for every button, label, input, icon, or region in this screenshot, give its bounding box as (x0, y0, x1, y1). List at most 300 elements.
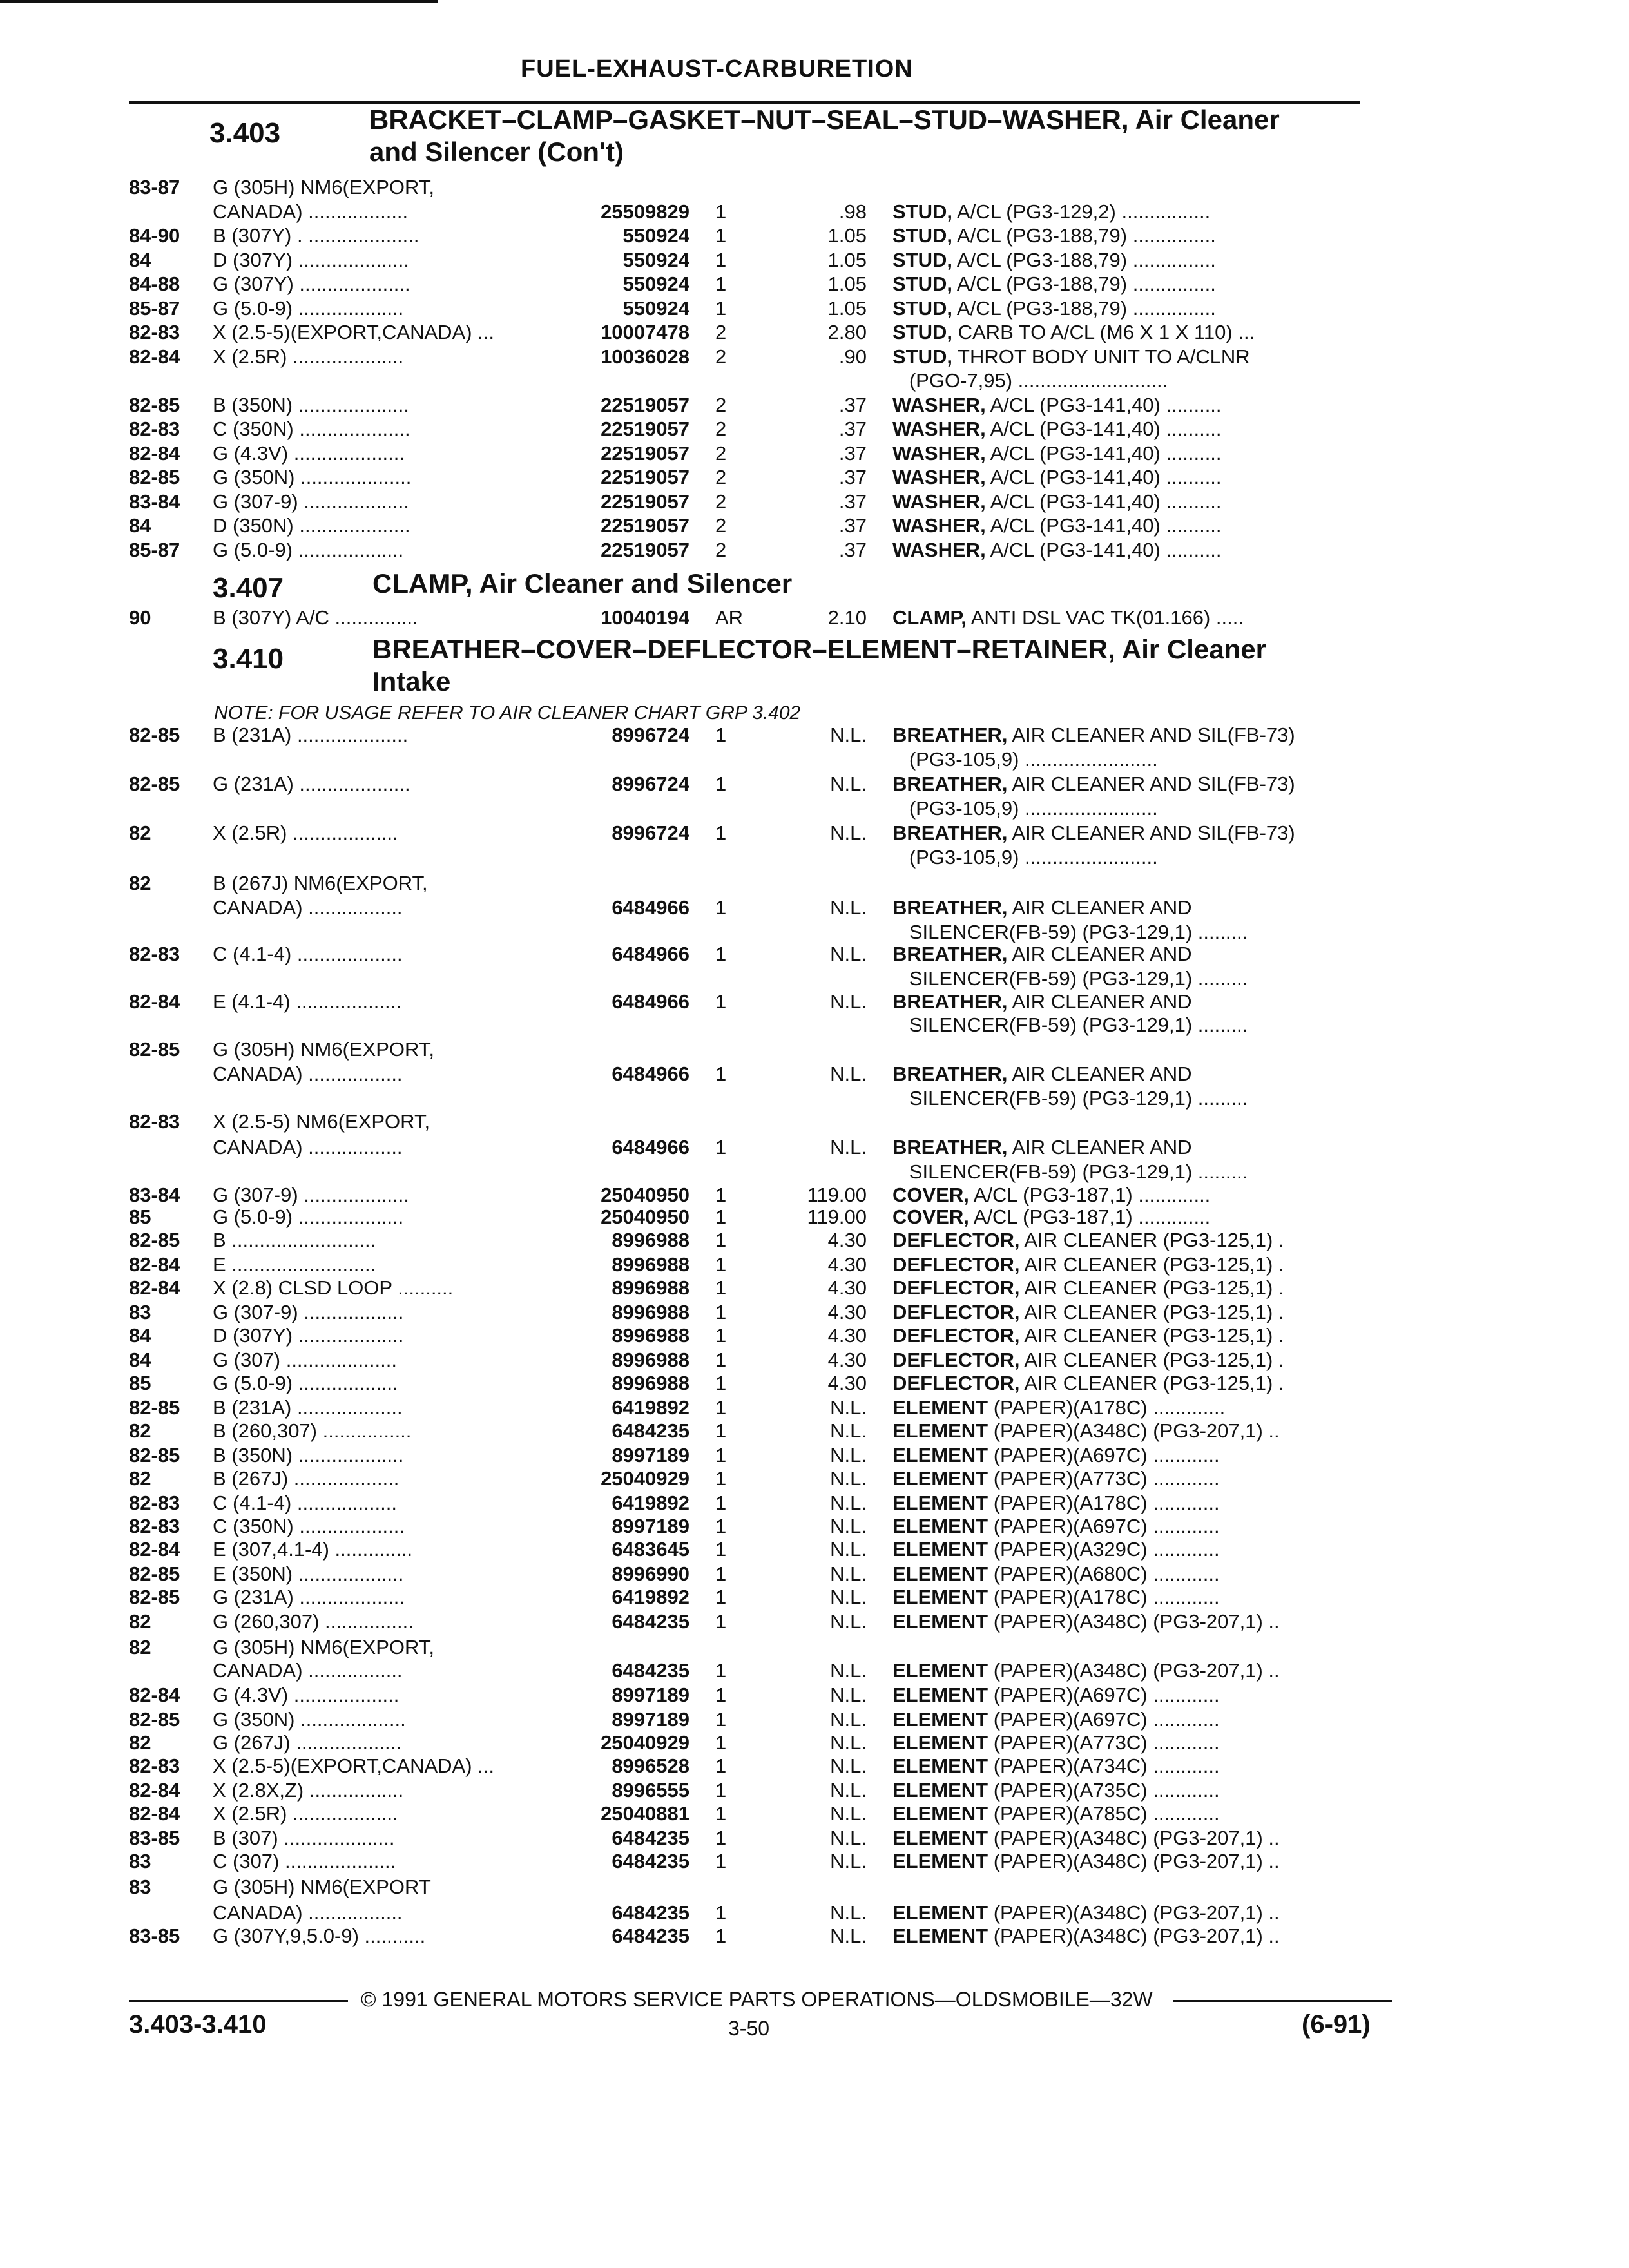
part-detail: (PAPER)(A348C) (PG3-207,1) .. (988, 1925, 1280, 1947)
quantity: 1 (715, 1396, 727, 1419)
application: G (307-9) ................... (213, 1184, 409, 1206)
table-row (0, 490, 1629, 514)
quantity: 1 (715, 1467, 727, 1490)
price: N.L. (830, 1659, 867, 1682)
part-number: 6484966 (612, 896, 689, 919)
description (892, 1754, 1220, 1778)
table-row (0, 1013, 1629, 1037)
application: G (4.3V) ................... (213, 1684, 400, 1706)
part-number: 6484235 (612, 1610, 689, 1633)
part-number: 25040929 (601, 1467, 689, 1490)
part-detail: (PAPER)(A697C) ............ (988, 1708, 1220, 1731)
description (892, 747, 1158, 772)
quantity: 1 (715, 1515, 727, 1537)
quantity: 1 (715, 1324, 727, 1347)
application: E (350N) ................... (213, 1562, 404, 1585)
part-detail: (PAPER)(A178C) ............ (988, 1586, 1220, 1608)
model-years: 82-85 (129, 1229, 180, 1251)
part-detail: (PAPER)(A697C) ............ (988, 1515, 1220, 1537)
part-detail: CARB TO A/CL (M6 X 1 X 110) ... (952, 321, 1255, 343)
part-name: WASHER, (892, 490, 986, 513)
quantity: 1 (715, 1538, 727, 1561)
table-row (0, 1924, 1629, 1948)
table-row (0, 1562, 1629, 1586)
description (892, 896, 1192, 920)
part-detail: AIR CLEANER AND (1007, 943, 1192, 965)
part-name: WASHER, (892, 441, 986, 465)
description (892, 1253, 1284, 1277)
price: .37 (838, 466, 867, 488)
section-title-cont: Intake (372, 666, 451, 697)
price: N.L. (830, 1850, 867, 1872)
quantity: 1 (715, 1419, 727, 1442)
part-detail: A/CL (PG3-129,2) ................ (952, 200, 1211, 223)
application: E (4.1-4) ................... (213, 990, 401, 1013)
part-detail: SILENCER(FB-59) (PG3-129,1) ......... (892, 1160, 1248, 1183)
part-name: ELEMENT (892, 1754, 988, 1777)
table-row (0, 845, 1629, 870)
model-years: 82-83 (129, 943, 180, 965)
part-number: 6484966 (612, 990, 689, 1013)
part-detail: (PAPER)(A773C) ............ (988, 1467, 1220, 1490)
application: C (307) .................... (213, 1850, 396, 1872)
application: X (2.8) CLSD LOOP .......... (213, 1276, 454, 1299)
price: N.L. (830, 724, 867, 746)
description (892, 1514, 1220, 1539)
part-detail: (PAPER)(A773C) ............ (988, 1731, 1220, 1754)
description (892, 1419, 1280, 1443)
table-row (0, 514, 1629, 538)
description (892, 490, 1222, 514)
quantity: 1 (715, 1444, 727, 1466)
quantity: 1 (715, 1301, 727, 1323)
quantity: 1 (715, 1731, 727, 1754)
price: N.L. (830, 1562, 867, 1585)
model-years: 82-84 (129, 441, 180, 465)
part-name: WASHER, (892, 393, 986, 416)
part-detail: (PG3-105,9) ........................ (892, 846, 1158, 869)
price: .37 (838, 393, 867, 416)
part-detail: SILENCER(FB-59) (PG3-129,1) ......... (892, 1014, 1248, 1036)
part-detail: (PGO-7,95) ........................... (892, 369, 1168, 392)
model-years: 82 (129, 1419, 151, 1442)
model-years: 82-84 (129, 345, 180, 368)
part-detail: A/CL (PG3-187,1) ............. (969, 1206, 1211, 1228)
part-name: ELEMENT (892, 1850, 988, 1872)
description (892, 1466, 1220, 1491)
table-row (0, 393, 1629, 418)
page-number: 3-50 (728, 2017, 770, 2040)
part-number: 10040194 (601, 606, 689, 629)
model-years: 82-83 (129, 321, 180, 343)
part-name: ELEMENT (892, 1586, 988, 1608)
part-name: ELEMENT (892, 1708, 988, 1731)
table-row (0, 1754, 1629, 1778)
part-detail: SILENCER(FB-59) (PG3-129,1) ......... (892, 921, 1248, 943)
table-row (0, 248, 1629, 273)
part-name: ELEMENT (892, 1515, 988, 1537)
part-number: 550924 (622, 224, 689, 247)
table-row (0, 1731, 1629, 1755)
price: 119.00 (807, 1206, 867, 1228)
table-row (0, 345, 1629, 369)
price: 4.30 (827, 1324, 867, 1347)
footer-rule-left (129, 2000, 348, 2002)
description (892, 845, 1158, 870)
table-row (0, 320, 1629, 345)
description (892, 1205, 1210, 1229)
table-row (0, 224, 1629, 248)
description (892, 1443, 1220, 1468)
part-detail: A/CL (PG3-188,79) ............... (952, 248, 1216, 271)
price: N.L. (830, 1925, 867, 1947)
part-number: 25040929 (601, 1731, 689, 1754)
quantity: 1 (715, 224, 727, 247)
part-detail: (PAPER)(A348C) (PG3-207,1) .. (988, 1610, 1280, 1633)
application: B .......................... (213, 1229, 376, 1251)
price: N.L. (830, 822, 867, 844)
quantity: 1 (715, 1562, 727, 1585)
price: 4.30 (827, 1253, 867, 1276)
table-row (0, 1323, 1629, 1348)
model-years: 83-84 (129, 1184, 180, 1206)
quantity: 1 (715, 773, 727, 795)
description (892, 1802, 1220, 1826)
part-name: ELEMENT (892, 1492, 988, 1514)
table-row (0, 821, 1629, 845)
part-name: BREATHER, (892, 943, 1008, 965)
table-row (0, 1514, 1629, 1539)
section-title: CLAMP, Air Cleaner and Silencer (372, 568, 793, 599)
part-number: 22519057 (601, 466, 689, 488)
table-row (0, 417, 1629, 441)
part-name: BREATHER, (892, 1062, 1008, 1085)
part-detail: (PAPER)(A348C) (PG3-207,1) .. (988, 1419, 1280, 1442)
part-name: WASHER, (892, 514, 986, 537)
part-detail: (PAPER)(A329C) ............ (988, 1538, 1220, 1561)
description (892, 1323, 1284, 1348)
part-detail: A/CL (PG3-188,79) ............... (952, 273, 1216, 295)
application: G (305H) NM6(EXPORT, (213, 1038, 434, 1061)
part-number: 25040950 (601, 1206, 689, 1228)
description (892, 465, 1222, 490)
part-detail: AIR CLEANER (PG3-125,1) . (1019, 1276, 1284, 1299)
price: N.L. (830, 1444, 867, 1466)
price: 1.05 (827, 248, 867, 271)
table-row (0, 1491, 1629, 1515)
application: B (350N) .................... (213, 393, 409, 416)
table-row (0, 1183, 1629, 1207)
description (892, 796, 1158, 821)
part-name: ELEMENT (892, 1610, 988, 1633)
description (892, 1396, 1225, 1420)
part-number: 6484235 (612, 1850, 689, 1872)
application: B (267J) NM6(EXPORT, (213, 872, 428, 894)
description (892, 538, 1222, 562)
part-number: 8996988 (612, 1276, 689, 1299)
model-years: 82-84 (129, 1253, 180, 1276)
quantity: 1 (715, 990, 727, 1013)
quantity: 1 (715, 1349, 727, 1371)
part-detail: AIR CLEANER (PG3-125,1) . (1019, 1349, 1284, 1371)
part-detail: (PAPER)(A697C) ............ (988, 1684, 1220, 1706)
part-number: 6483645 (612, 1538, 689, 1561)
table-row (0, 1135, 1629, 1160)
price: N.L. (830, 773, 867, 795)
table-row (0, 1396, 1629, 1420)
application: X (2.5R) ................... (213, 1802, 398, 1825)
part-number: 8996988 (612, 1301, 689, 1323)
description (892, 1562, 1220, 1586)
table-row (0, 200, 1629, 224)
part-number: 8996988 (612, 1349, 689, 1371)
description (892, 1135, 1192, 1160)
part-name: DEFLECTOR, (892, 1301, 1020, 1323)
part-name: ELEMENT (892, 1684, 988, 1706)
description (892, 1013, 1248, 1037)
quantity: 1 (715, 273, 727, 295)
price: 4.30 (827, 1276, 867, 1299)
description (892, 772, 1295, 796)
table-row (0, 1348, 1629, 1372)
part-number: 8997189 (612, 1708, 689, 1731)
price: 4.30 (827, 1301, 867, 1323)
description (892, 1901, 1280, 1925)
part-detail: A/CL (PG3-141,40) .......... (985, 514, 1222, 537)
part-name: ELEMENT (892, 1925, 988, 1947)
model-years: 84 (129, 1349, 151, 1371)
table-row (0, 1300, 1629, 1325)
part-name: BREATHER, (892, 896, 1008, 919)
model-years: 83-85 (129, 1827, 180, 1849)
application: X (2.5R) .................... (213, 345, 404, 368)
model-years: 90 (129, 606, 151, 629)
model-years: 82-85 (129, 1562, 180, 1585)
table-row (0, 942, 1629, 966)
description (892, 1348, 1284, 1372)
price: N.L. (830, 1731, 867, 1754)
description (892, 224, 1216, 248)
price: N.L. (830, 1827, 867, 1849)
part-name: WASHER, (892, 538, 986, 561)
part-number: 8997189 (612, 1444, 689, 1466)
part-name: STUD, (892, 200, 952, 223)
part-detail: A/CL (PG3-188,79) ............... (952, 224, 1216, 247)
application: B (260,307) ................ (213, 1419, 412, 1442)
table-row (0, 272, 1629, 296)
application: G (307-9) ................... (213, 490, 409, 513)
part-detail: (PAPER)(A735C) ............ (988, 1779, 1220, 1802)
header-rule (129, 101, 1360, 104)
quantity: 1 (715, 896, 727, 919)
model-years: 82-85 (129, 1586, 180, 1608)
price: 2.10 (827, 606, 867, 629)
part-name: ELEMENT (892, 1562, 988, 1585)
price: N.L. (830, 1515, 867, 1537)
quantity: 1 (715, 1206, 727, 1228)
quantity: 1 (715, 1253, 727, 1276)
price: .37 (838, 514, 867, 537)
price: N.L. (830, 1538, 867, 1561)
description (892, 393, 1222, 418)
description (892, 821, 1295, 845)
price: .37 (838, 538, 867, 561)
model-years: 82-84 (129, 990, 180, 1013)
part-number: 8996724 (612, 724, 689, 746)
part-number: 550924 (622, 296, 689, 320)
model-years: 82-83 (129, 1492, 180, 1514)
part-detail: (PAPER)(A348C) (PG3-207,1) .. (988, 1901, 1280, 1924)
price: .90 (838, 345, 867, 368)
part-detail: AIR CLEANER AND (1007, 990, 1192, 1013)
part-number: 25040881 (601, 1802, 689, 1825)
part-number: 8997189 (612, 1684, 689, 1706)
part-number: 8996990 (612, 1562, 689, 1585)
part-detail: THROT BODY UNIT TO A/CLNR (952, 345, 1250, 368)
table-row (0, 1253, 1629, 1277)
description (892, 1683, 1220, 1707)
model-years: 82-85 (129, 1038, 180, 1061)
model-years: 82-83 (129, 1754, 180, 1777)
quantity: 2 (715, 490, 727, 513)
part-name: ELEMENT (892, 1779, 988, 1802)
model-years: 82-84 (129, 1684, 180, 1706)
part-number: 6484235 (612, 1659, 689, 1682)
part-name: CLAMP, (892, 606, 967, 629)
table-row (0, 1443, 1629, 1468)
model-years: 82-84 (129, 1779, 180, 1802)
part-detail: (PAPER)(A680C) ............ (988, 1562, 1220, 1585)
part-detail: (PAPER)(A178C) ............ (988, 1492, 1220, 1514)
part-detail: AIR CLEANER AND SIL(FB-73) (1007, 822, 1295, 844)
part-detail: AIR CLEANER (PG3-125,1) . (1019, 1229, 1284, 1251)
model-years: 83-87 (129, 176, 180, 198)
application: B (350N) ................... (213, 1444, 404, 1466)
section-number: 3.407 (213, 572, 284, 604)
table-row (0, 1826, 1629, 1850)
price: 1.05 (827, 273, 867, 295)
part-name: STUD, (892, 296, 952, 320)
table-row (0, 175, 1629, 200)
application: B (307Y) A/C ............... (213, 606, 418, 629)
application: G (267J) ................... (213, 1731, 401, 1754)
price: .37 (838, 418, 867, 440)
description (892, 1849, 1280, 1874)
part-detail: A/CL (PG3-141,40) .......... (985, 490, 1222, 513)
part-name: DEFLECTOR, (892, 1349, 1020, 1371)
model-years: 83-84 (129, 490, 180, 513)
model-years: 84 (129, 514, 151, 537)
model-years: 83 (129, 1850, 151, 1872)
description (892, 966, 1248, 991)
price: 119.00 (807, 1184, 867, 1206)
price: N.L. (830, 1754, 867, 1777)
application: G (350N) .................... (213, 466, 412, 488)
application: G (5.0-9) ................... (213, 538, 404, 561)
part-detail: A/CL (PG3-141,40) .......... (985, 466, 1222, 488)
table-row (0, 1371, 1629, 1396)
part-name: BREATHER, (892, 822, 1008, 844)
description (892, 990, 1192, 1014)
description (892, 200, 1210, 224)
application: CANADA) ................. (213, 1136, 403, 1158)
application: G (305H) NM6(EXPORT, (213, 176, 434, 198)
application: D (307Y) ................... (213, 1324, 404, 1347)
quantity: AR (715, 606, 744, 629)
quantity: 1 (715, 1276, 727, 1299)
part-detail: (PAPER)(A348C) (PG3-207,1) .. (988, 1827, 1280, 1849)
application: B (231A) .................... (213, 724, 409, 746)
application: E (307,4.1-4) .............. (213, 1538, 413, 1561)
application: B (307Y) . .................... (213, 224, 419, 247)
model-years: 82-85 (129, 724, 180, 746)
model-years: 82-84 (129, 1538, 180, 1561)
price: 4.30 (827, 1372, 867, 1394)
description (892, 345, 1250, 369)
quantity: 1 (715, 943, 727, 965)
table-row (0, 1228, 1629, 1253)
model-years: 84-90 (129, 224, 180, 247)
description (892, 1537, 1220, 1562)
quantity: 2 (715, 321, 727, 343)
table-row (0, 1537, 1629, 1562)
quantity: 1 (715, 1754, 727, 1777)
table-row (0, 796, 1629, 821)
part-number: 6419892 (612, 1396, 689, 1419)
section-number: 3.403 (209, 117, 281, 149)
application: CANADA) ................. (213, 1062, 403, 1085)
description (892, 1160, 1248, 1184)
price: N.L. (830, 1136, 867, 1158)
price: N.L. (830, 1062, 867, 1085)
model-years: 82-85 (129, 466, 180, 488)
part-detail: AIR CLEANER AND (1007, 1136, 1192, 1158)
price: N.L. (830, 1779, 867, 1802)
part-detail: AIR CLEANER (PG3-125,1) . (1019, 1301, 1284, 1323)
part-name: WASHER, (892, 418, 986, 440)
table-row (0, 1683, 1629, 1707)
table-row (0, 990, 1629, 1014)
part-detail: A/CL (PG3-187,1) ............. (969, 1184, 1211, 1206)
application: X (2.8X,Z) ................. (213, 1779, 404, 1802)
description (892, 417, 1222, 441)
quantity: 1 (715, 1062, 727, 1085)
model-years: 85 (129, 1206, 151, 1228)
model-years: 82 (129, 1610, 151, 1633)
part-name: ELEMENT (892, 1827, 988, 1849)
price: .37 (838, 441, 867, 465)
application: G (307Y) .................... (213, 273, 410, 295)
model-years: 85-87 (129, 296, 180, 320)
application: G (305H) NM6(EXPORT, (213, 1636, 434, 1658)
table-row (0, 369, 1629, 393)
description (892, 441, 1222, 466)
part-name: STUD, (892, 345, 952, 368)
application: B (307) .................... (213, 1827, 395, 1849)
quantity: 2 (715, 514, 727, 537)
model-years: 85-87 (129, 538, 180, 561)
application: D (350N) .................... (213, 514, 410, 537)
description (892, 1086, 1248, 1111)
part-detail: (PG3-105,9) ........................ (892, 797, 1158, 820)
description (892, 248, 1216, 273)
table-row (0, 1875, 1629, 1899)
application: B (267J) ................... (213, 1467, 400, 1490)
table-row (0, 1466, 1629, 1491)
model-years: 82-83 (129, 418, 180, 440)
quantity: 2 (715, 345, 727, 368)
price: N.L. (830, 1684, 867, 1706)
